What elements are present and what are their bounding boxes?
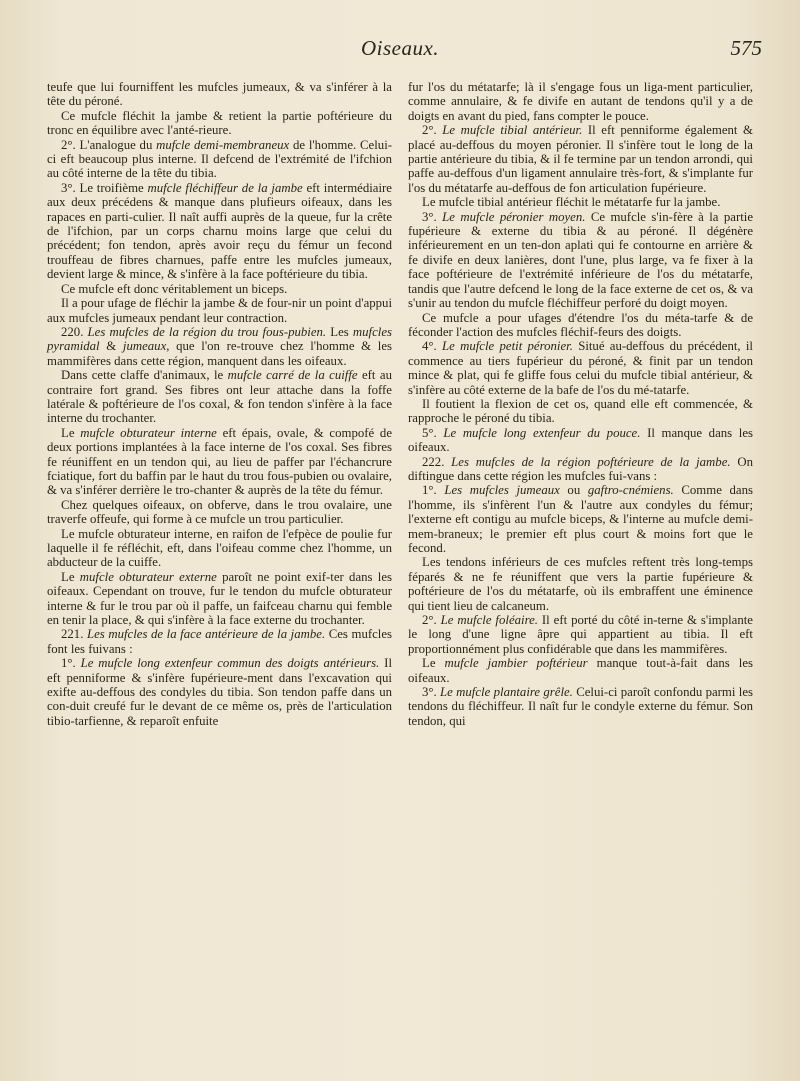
paragraph-text: 220. <box>61 324 88 339</box>
paragraph-text: & <box>99 339 123 354</box>
italic-term: Les mufcles jumeaux <box>444 483 560 498</box>
paragraph-text: 5°. <box>422 425 444 440</box>
left-column <box>47 80 392 728</box>
paragraph <box>47 109 392 138</box>
italic-term: Le mufcle long extenfeur du pouce. <box>443 425 641 440</box>
paragraph <box>47 181 392 282</box>
paragraph-text: Il foutient la flexion de cet os, quand elle eft commencée, & rapproche le péroné du tibia. <box>408 396 753 426</box>
paragraph <box>408 426 753 455</box>
italic-term: Les mufcles de la région du trou fous-pubien. <box>87 324 327 339</box>
paragraph-text: On diftingue dans cette région les mufcles fui-vans : <box>408 454 754 483</box>
paragraph <box>47 426 392 498</box>
paragraph <box>47 138 392 181</box>
paragraph <box>47 296 392 325</box>
paragraph-text: Comme dans l'homme, ils s'infèrent l'un & l'autre aux condyles du fémur; l'externe eft contigu au mufcle biceps, & l'interne au mufcle demi-mem-braneux; le premier eft plus court & moins fort que le fecond. <box>408 483 753 555</box>
paragraph <box>47 570 392 628</box>
paragraph-text: Il eft penniforme & s'infère fupérieure-ment dans l'excavation qui exifte au-deffous des condyles du tibia. Son tendon paffe dans un con-duit creufé fur le devant de ce même os, près de l'articulation tibio-tarfienne, & reparoît enfuite <box>47 656 392 728</box>
paragraph-text: manque tout-à-fait dans les oifeaux. <box>408 656 754 685</box>
paragraph <box>47 368 392 426</box>
paragraph-text: eft intermédiaire aux deux précédens & manque dans plufieurs oifeaux, dans les rapaces en parti-culier. Il naît auffi auprès de la queue, fur la crête de l'ifchion, par un corps charnu moins large que celui du précédent; fon tendon, après avoir reçu du fémur un fecond trouffeau de fibres charnues, paffe entre les mufcles jumeaux, devient large & mince, & s'infère à la face poftérieure du tibia. <box>47 180 392 282</box>
paragraph <box>408 455 753 484</box>
paragraph-text: 3°. Le troifième <box>61 180 148 195</box>
paragraph-text: eft épais, ovale, & compofé de deux portions implantées à la face interne de l'os coxal. Ses fibres fe réuniffent en un tendon qui, au lieu de paffer par l'échancrure fciatique, fort du baffin par le haut du trou fous-pubien ou ovalaire, & va s'inférer derrière le tro-chanter & auprès de la tête du fémur. <box>47 425 393 498</box>
italic-term: mufcles pyramidal <box>47 324 392 354</box>
paragraph-text: 1°. <box>422 483 445 498</box>
paragraph-text: Dans cette claffe d'animaux, le <box>61 368 228 383</box>
paragraph-text: Chez quelques oifeaux, on obferve, dans le trou ovalaire, une traverfe offeufe, qui forme à ce mufcle un trou particulier. <box>47 497 392 527</box>
paragraph-text: Ce mufcle s'in-fère à la partie fupérieure & externe du tibia & au péroné. Il dégénère inférieurement en un ten-don aplati qui fe contourne en arrière & fe divife en deux lanières, dont l'une, plus large, va fe fixer à la face poftérieure de l'extrémité inférieure de l'os du métatarfe, tandis que l'autre defcend le long de la face externe de cet os, & va s'unir au tendon du mufcle fléchiffeur perforé du doigt moyen. <box>408 209 754 311</box>
paragraph-text: Il eft porté du côté in-terne & s'implante le long d'une ligne âpre qui appartient au tibia. Il eft proportionnément plus confidérable que dans les mammifères. <box>408 613 753 656</box>
italic-term: mufcle fléchiffeur de la jambe <box>147 180 303 195</box>
paragraph-text: Ce mufcle fléchit la jambe & retient la partie poftérieure du tronc en équilibre avec l'anté-rieure. <box>47 108 392 138</box>
paragraph-text: paroît ne point exif-ter dans les oifeaux. Cependant on trouve, fur le tendon du mufcle obturateur interne & fur le trou par où il paffe, un faifceau charnu qui femble en tenir la place, & qui s'infère à la face externe du trochanter. <box>47 569 392 628</box>
column-gutter <box>399 80 400 1040</box>
paragraph-text: Le mufcle tibial antérieur fléchit le métatarfe fur la jambe. <box>422 195 721 210</box>
paragraph <box>408 685 753 728</box>
paragraph-text: Ces mufcles font les fuivans : <box>47 627 392 656</box>
paragraph <box>47 527 392 570</box>
paragraph-text: Il eft penniforme également & placé au-deffous du moyen péronier. Il s'infère tout le long de la partie antérieure du tibia, & il fe termine par un tendon arrondi, qui paffe au-deffous d'un ligament annulaire très-fort, & s'implante fur l'os du métatarfe au-deffous de fon articulation fupérieure. <box>408 123 753 195</box>
paragraph-text: , que l'on re-trouve chez l'homme & les mammifères dans cette région, manquent dans les oifeaux. <box>47 339 392 368</box>
paragraph-text: Le mufcle obturateur interne, en raifon de l'efpèce de poulie fur laquelle il fe réfléchit, eft, dans l'oifeau comme chez l'homme, un abducteur de la cuiffe. <box>47 526 392 570</box>
page-number: 575 <box>730 36 762 60</box>
italic-term: jumeaux <box>122 339 167 354</box>
paragraph-text: Les tendons inférieurs de ces mufcles reftent très long-temps féparés & ne fe réuniffent que vers la partie fupérieure & poftérieure de l'os du métatarfe, où ils embraffent une éminence qui tient lieu de calcaneum. <box>408 555 753 613</box>
paragraph <box>47 656 392 728</box>
paragraph-text: Ce mufcle a pour ufages d'étendre l'os du méta-tarfe & de féconder l'action des mufcles fléchif-feurs des doigts. <box>408 310 753 339</box>
paragraph <box>47 325 392 368</box>
paragraph <box>408 195 753 209</box>
paragraph-text: Il manque dans les oifeaux. <box>408 425 754 455</box>
paragraph-text: Le <box>61 425 81 440</box>
paragraph <box>408 483 753 555</box>
paragraph-text: de l'homme. Celui-ci eft beaucoup plus interne. Il defcend de l'extrémité de l'ifchion au côté interne de la tête du tibia. <box>47 137 393 181</box>
paragraph-text: 2°. L'analogue du <box>61 137 157 152</box>
paragraph-text: Ce mufcle eft donc véritablement un biceps. <box>61 281 288 296</box>
paragraph-text: fur l'os du métatarfe; là il s'engage fous un liga-ment particulier, comme annulaire, & fe divife en autant de tendons qu'il y a de doigts en avant du pied, fans compter le pouce. <box>408 80 753 123</box>
paragraph <box>408 656 753 685</box>
paragraph <box>47 80 392 109</box>
paragraph <box>47 627 392 656</box>
paragraph-text: 3°. <box>422 209 443 224</box>
italic-term: Le mufcle foléaire. <box>440 613 538 628</box>
paragraph-text: Situé au-deffous du précédent, il commence au tiers fupérieur du péroné, & finit par un tendon mince & plat, qui fe gliffe fous celui du mufcle tibial antérieur, & s'infère au côté externe de la bafe de l'os du mé-tatarfe. <box>408 339 753 397</box>
italic-term: gaftro-cnémiens. <box>587 483 674 498</box>
italic-term: mufcle obturateur interne <box>80 425 217 440</box>
paragraph-text: 2°. <box>422 123 443 138</box>
paragraph <box>47 498 392 527</box>
right-column <box>408 80 753 728</box>
paragraph <box>408 555 753 613</box>
paragraph-text: teufe que lui fourniffent les mufcles jumeaux, & va s'inférer à la tête du péroné. <box>47 80 392 109</box>
italic-term: mufcle carré de la cuiffe <box>227 368 358 383</box>
paragraph <box>408 613 753 656</box>
paragraph-text: 3°. <box>422 685 441 700</box>
italic-term: mufcle jambier poftérieur <box>444 656 588 671</box>
running-head <box>0 36 800 64</box>
italic-term: mufcle demi-membraneux <box>156 137 290 152</box>
italic-term: mufcle obturateur externe <box>79 569 217 584</box>
paragraph <box>408 80 753 123</box>
italic-term: Le mufcle long extenfeur commun des doigts antérieurs. <box>80 656 380 671</box>
paragraph-text: ou <box>559 483 588 498</box>
paragraph-text: 222. <box>422 454 452 469</box>
paragraph-text: Le <box>422 656 445 671</box>
paragraph <box>408 311 753 340</box>
paragraph-text: Il a pour ufage de fléchir la jambe & de four-nir un point d'appui aux mufcles jumeaux pendant leur contraction. <box>47 296 392 325</box>
paragraph-text: 2°. <box>422 613 441 628</box>
paragraph-text: 221. <box>61 627 87 642</box>
paragraph <box>408 397 753 426</box>
italic-term: Le mufcle péronier moyen. <box>442 209 586 224</box>
paragraph-text: eft au contraire fort grand. Ses fibres ont leur attache dans la foffe latérale & poftérieure de l'os coxal, & fon tendon s'infère à la face interne du trochanter. <box>47 368 392 426</box>
paragraph-text: Le <box>61 569 80 584</box>
page-title: Oiseaux. <box>360 36 440 60</box>
paragraph <box>47 282 392 296</box>
paragraph <box>408 210 753 311</box>
italic-term: Le mufcle tibial antérieur. <box>442 123 583 138</box>
paragraph-text: 1°. <box>61 656 81 671</box>
italic-term: Le mufcle petit péronier. <box>442 339 573 354</box>
italic-term: Les mufcles de la région poftérieure de la jambe. <box>451 454 731 469</box>
paragraph-text: 4°. <box>422 339 443 354</box>
italic-term: Les mufcles de la face antérieure de la jambe. <box>86 627 326 642</box>
paragraph-text: Les <box>326 324 353 339</box>
paragraph <box>408 339 753 397</box>
italic-term: Le mufcle plantaire grêle. <box>440 685 573 700</box>
paragraph <box>408 123 753 195</box>
paragraph-text: Celui-ci paroît confondu parmi les tendons du fléchiffeur. Il naît fur le condyle externe du fémur. Son tendon, qui <box>408 685 753 728</box>
